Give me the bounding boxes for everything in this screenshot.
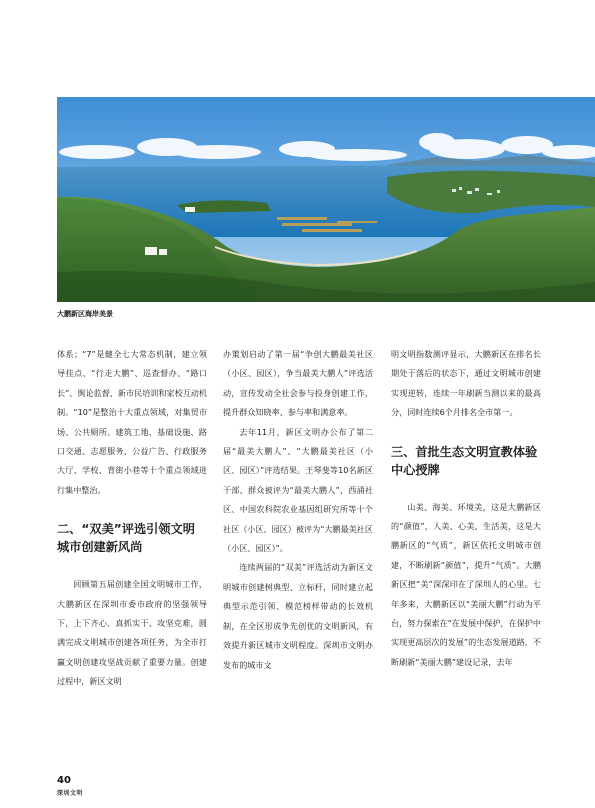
body-paragraph: 明文明指数测评显示，大鹏新区在排名长期处于落后的状态下，通过文明城市创建实现逆转，连续一年刷新当测以来的最高分，同时连续6个月排名全市第一。 bbox=[391, 349, 541, 418]
body-paragraph: 山美、海美、环境美，这是大鹏新区的“颜值”，人美、心美、生活美，这是大鹏新区的“气质”，新区依托文明城市创建，不断刷新“颜值”，提升“气质”。大鹏新区把“美”深深印在了深圳人的心里。七年多来，大鹏新区以“美丽大鹏”行动为平台，努力探索在“在发展中保护，在保护中实现更高层次的发展”的生态发展道路，不断刷新“美丽大鹏”建设记录，去年 bbox=[391, 501, 541, 667]
text-column-3 bbox=[391, 345, 541, 672]
page-number: 40 bbox=[57, 775, 71, 786]
section-heading-2: 二、“双美”评选引领文明城市创建新风尚 bbox=[57, 522, 195, 555]
body-paragraph: 体系；“7”是健全七大常态机制，建立领导挂点、“行走大鹏”、巡查督办、“路口长”、舆论监督、新市民培训和家校互动机制。“10”是整治十大重点领域，对集贸市场、公共厕所、建筑工地、基础设施、路口交通、志愿服务、公益广告、行政服务大厅、学校、背街小巷等十个重点领域进行集中整治。 bbox=[57, 349, 207, 495]
body-paragraph: 连续两届的“双美”评选活动为新区文明城市创建树典型、立标杆，同时建立起典型示范引领、模范榜样带动的长效机制，在全区形成争先创优的文明新风，有效提升新区城市文明程度。深圳市文明办发布的城市文 bbox=[223, 562, 373, 670]
body-paragraph: 回顾第五届创建全国文明城市工作，大鹏新区在深圳市委市政府的坚强领导下，上下齐心、真抓实干、攻坚克难，圆满完成文明城市创建各项任务，为全市打赢文明创建攻坚战贡献了重要力量。创建过程中，新区文明 bbox=[57, 579, 207, 687]
body-paragraph: 去年11月，新区文明办公布了第二届“最美大鹏人”、“大鹏最美社区（小区、园区）”评选结果。王琴斐等10名新区干部、群众被评为“最美大鹏人”，西涌社区、中国农科院农业基因组研究所等十个社区（小区、园区）被评为“大鹏最美社区（小区、园区）”。 bbox=[223, 426, 373, 554]
photo-caption: 大鹏新区海岸美景 bbox=[57, 310, 113, 318]
coastal-landscape-photo bbox=[57, 97, 595, 302]
text-column-1 bbox=[57, 345, 207, 692]
text-column-2 bbox=[223, 345, 373, 675]
magazine-name: 深圳文明 bbox=[57, 790, 84, 797]
body-paragraph: 办策划启动了第一届“争创大鹏最美社区（小区、园区），争当最美大鹏人”评选活动，宣传发动全社会参与投身创建工作，提升群众知晓率、参与率和满意率。 bbox=[223, 349, 373, 418]
section-heading-3: 三、首批生态文明宣教体验中心授牌 bbox=[391, 444, 538, 477]
